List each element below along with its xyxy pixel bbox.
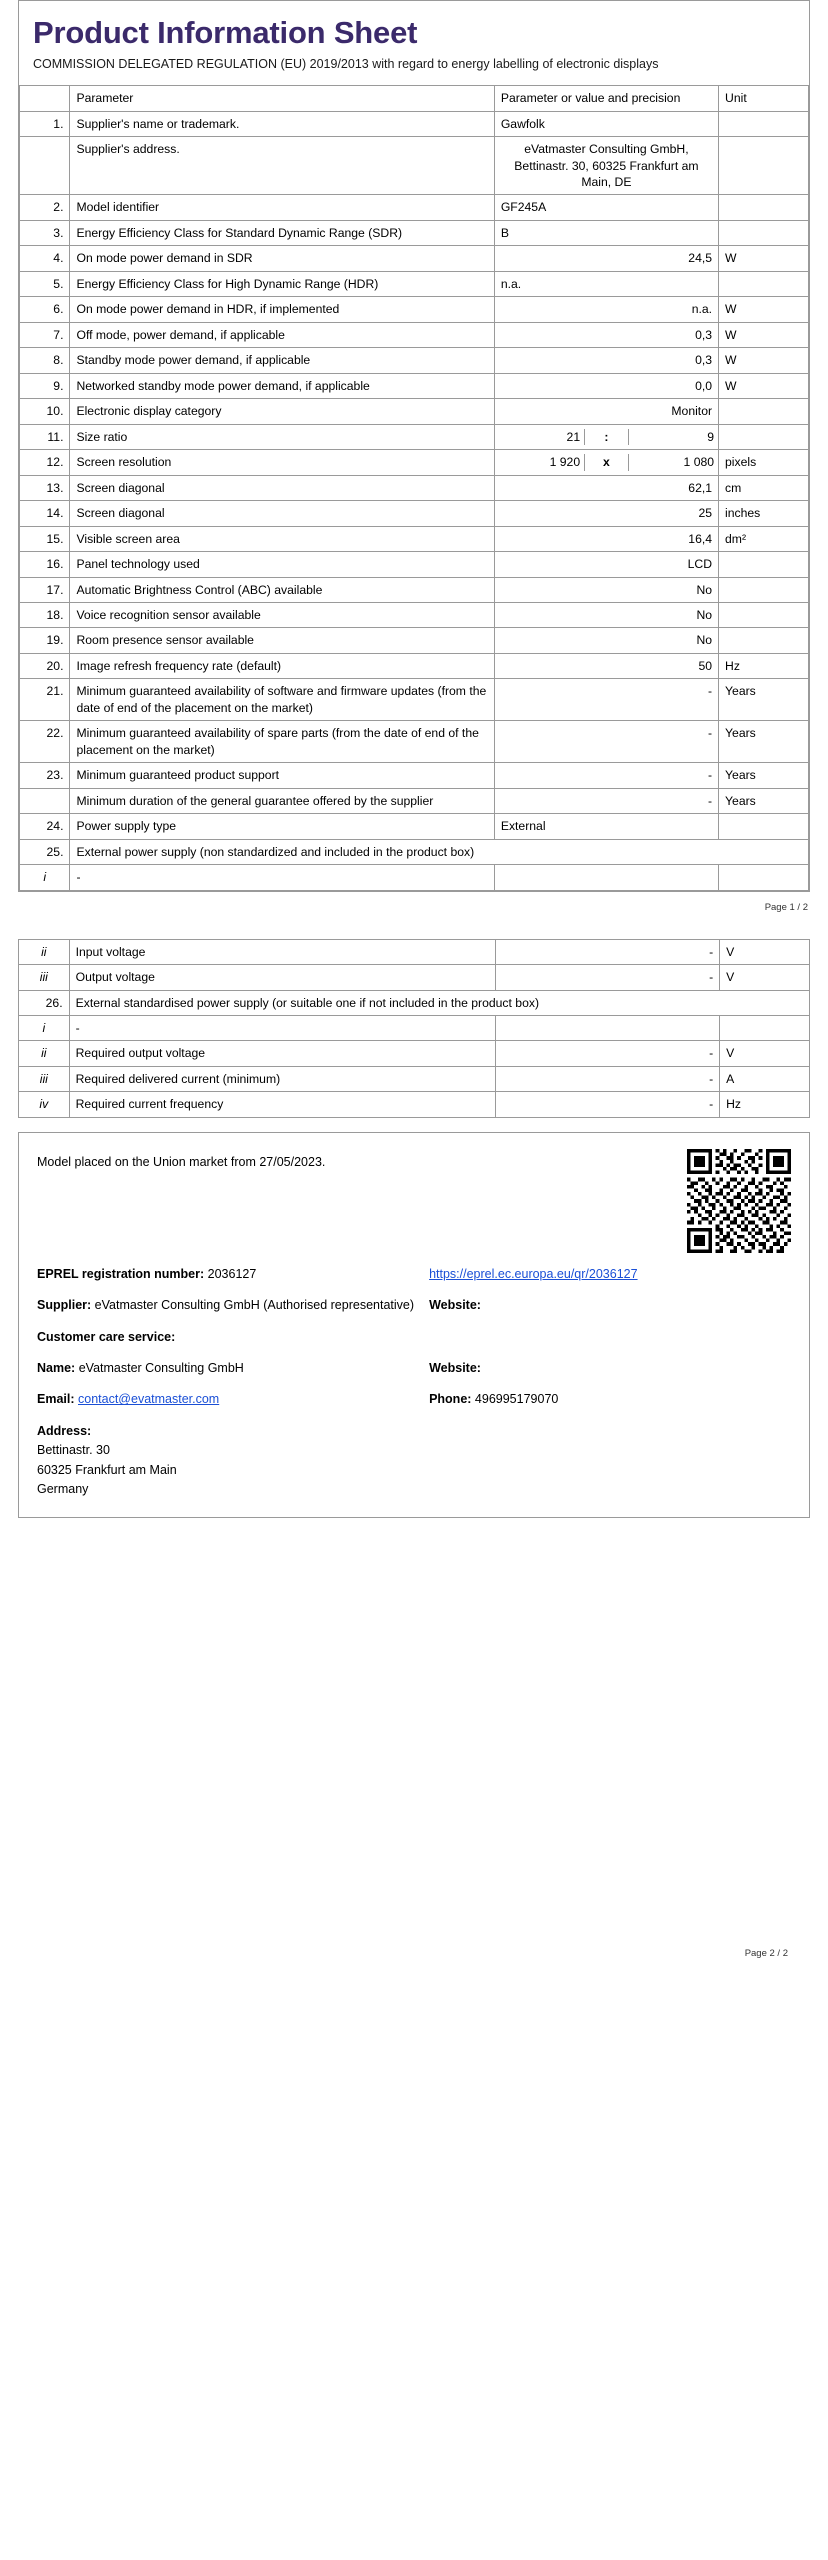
address-label: Address: <box>37 1423 92 1438</box>
regulation-subtitle: COMMISSION DELEGATED REGULATION (EU) 2019/2013 with regard to energy labelling of electronic displays <box>33 57 659 71</box>
table-row <box>20 552 809 577</box>
row-value: GF245A <box>494 195 718 220</box>
table-row <box>20 399 809 424</box>
row-unit <box>719 271 809 296</box>
email-phone-row <box>37 1390 791 1409</box>
page-2 <box>0 939 828 1960</box>
row-value: 0,3 <box>494 348 718 373</box>
table-row-span <box>20 839 809 864</box>
row-unit: cm <box>719 475 809 500</box>
row-number: 7. <box>20 322 70 347</box>
row-parameter: Power supply type <box>70 814 494 839</box>
table-row <box>19 965 810 990</box>
row-number: 16. <box>20 552 70 577</box>
row-unit <box>719 552 809 577</box>
row-parameter: Supplier's name or trademark. <box>70 111 494 136</box>
row-value: 50 <box>494 653 718 678</box>
email-value-link[interactable]: contact@evatmaster.com <box>78 1392 220 1407</box>
row-parameter-span: External power supply (non standardized and included in the product box) <box>70 839 809 864</box>
row-unit: W <box>719 246 809 271</box>
row-unit <box>719 137 809 195</box>
row-parameter: Networked standby mode power demand, if applicable <box>70 373 494 398</box>
table-row <box>20 679 809 721</box>
row-value: No <box>494 602 718 627</box>
row-roman-index: ii <box>19 939 70 964</box>
row-value: 25 <box>494 501 718 526</box>
row-number: 9. <box>20 373 70 398</box>
row-parameter: Panel technology used <box>70 552 494 577</box>
row-unit <box>719 111 809 136</box>
table-row <box>19 1016 810 1041</box>
row-unit: V <box>720 965 810 990</box>
table-row <box>20 501 809 526</box>
row-unit: V <box>720 1041 810 1066</box>
row-number: 17. <box>20 577 70 602</box>
row-parameter: Energy Efficiency Class for Standard Dynamic Range (SDR) <box>70 220 494 245</box>
table-row <box>20 195 809 220</box>
value-part-a: 21 <box>566 429 581 444</box>
row-value <box>494 865 718 890</box>
product-information-sheet-box <box>18 0 810 892</box>
row-parameter: Image refresh frequency rate (default) <box>70 653 494 678</box>
row-number: 24. <box>20 814 70 839</box>
row-value: - <box>495 1041 719 1066</box>
row-parameter: - <box>70 865 494 890</box>
eprel-value: 2036127 <box>207 1266 257 1281</box>
row-unit: Years <box>719 763 809 788</box>
row-value: - <box>494 679 718 721</box>
row-value: - <box>494 721 718 763</box>
product-parameters-table <box>19 85 809 890</box>
table-row <box>20 763 809 788</box>
table-row <box>20 373 809 398</box>
row-unit: W <box>719 348 809 373</box>
phone-value: 496995179070 <box>474 1392 559 1407</box>
row-number: 1. <box>20 111 70 136</box>
table-row <box>20 721 809 763</box>
row-unit <box>719 220 809 245</box>
row-value: 0,3 <box>494 322 718 347</box>
row-parameter: Electronic display category <box>70 399 494 424</box>
table-row-span <box>19 990 810 1015</box>
row-parameter: Required current frequency <box>69 1092 495 1117</box>
row-parameter: On mode power demand in HDR, if implemented <box>70 297 494 322</box>
row-value: - <box>495 939 719 964</box>
row-number <box>20 137 70 195</box>
row-parameter: Minimum guaranteed availability of software and firmware updates (from the date of end of the placement on the market) <box>70 679 494 721</box>
qr-code-image <box>687 1149 791 1253</box>
row-parameter: Input voltage <box>69 939 495 964</box>
address-line-1: Bettinastr. 30 <box>37 1443 110 1458</box>
row-unit: A <box>720 1066 810 1091</box>
table-row <box>20 137 809 195</box>
header-unit: Unit <box>719 86 809 111</box>
row-value: LCD <box>494 552 718 577</box>
supplier-label: Supplier: <box>37 1298 92 1313</box>
name-value: eVatmaster Consulting GmbH <box>78 1361 244 1375</box>
row-parameter: Minimum guaranteed availability of spare parts (from the date of end of the placement on the market) <box>70 721 494 763</box>
customer-care-title: Customer care service: <box>37 1329 176 1344</box>
page-1-footer: Page 1 / 2 <box>764 901 808 913</box>
row-value: No <box>494 577 718 602</box>
row-value: eVatmaster Consulting GmbH, Bettinastr. 30, 60325 Frankfurt am Main, DE <box>494 137 718 195</box>
row-roman-index: iii <box>19 965 70 990</box>
supplier-value: eVatmaster Consulting GmbH (Authorised representative) <box>94 1298 415 1313</box>
table-row <box>20 526 809 551</box>
row-value: No <box>494 628 718 653</box>
row-value: n.a. <box>494 271 718 296</box>
row-unit: dm² <box>719 526 809 551</box>
table-row <box>20 322 809 347</box>
row-value: 24,5 <box>494 246 718 271</box>
supplier-info-box <box>18 1132 810 1518</box>
row-parameter: Room presence sensor available <box>70 628 494 653</box>
value-part-b: 1 080 <box>683 455 715 470</box>
row-number: 15. <box>20 526 70 551</box>
row-parameter: Minimum guaranteed product support <box>70 763 494 788</box>
row-number: 10. <box>20 399 70 424</box>
row-unit: Years <box>719 788 809 813</box>
table-row <box>20 424 809 449</box>
table-row <box>20 348 809 373</box>
table-row <box>20 788 809 813</box>
row-value: - <box>494 763 718 788</box>
address-line-2: 60325 Frankfurt am Main <box>37 1462 177 1477</box>
row-number: 4. <box>20 246 70 271</box>
row-number: 5. <box>20 271 70 296</box>
row-number: 21. <box>20 679 70 721</box>
row-parameter: Minimum duration of the general guarantee offered by the supplier <box>70 788 494 813</box>
row-value: n.a. <box>494 297 718 322</box>
row-value: 62,1 <box>494 475 718 500</box>
row-unit <box>719 424 809 449</box>
row-unit: W <box>719 297 809 322</box>
row-unit <box>719 865 809 890</box>
row-parameter: Standby mode power demand, if applicable <box>70 348 494 373</box>
row-value: - <box>495 1092 719 1117</box>
table-row <box>20 450 809 475</box>
row-parameter: Automatic Brightness Control (ABC) available <box>70 577 494 602</box>
row-value: Monitor <box>494 399 718 424</box>
row-parameter: Screen diagonal <box>70 501 494 526</box>
row-unit <box>719 814 809 839</box>
table-row <box>20 628 809 653</box>
phone-label: Phone: <box>429 1392 472 1407</box>
row-number: 6. <box>20 297 70 322</box>
page-title: Product Information Sheet <box>33 15 418 50</box>
table-row <box>20 297 809 322</box>
row-parameter: Required delivered current (minimum) <box>69 1066 495 1091</box>
row-number: 8. <box>20 348 70 373</box>
table-row <box>20 577 809 602</box>
row-roman-index: iii <box>19 1066 70 1091</box>
row-unit: Hz <box>720 1092 810 1117</box>
row-unit: W <box>719 373 809 398</box>
row-value <box>494 450 718 475</box>
table-row <box>19 1066 810 1091</box>
row-number: 19. <box>20 628 70 653</box>
table-row <box>20 814 809 839</box>
row-unit <box>719 602 809 627</box>
row-unit: Years <box>719 679 809 721</box>
row-number: 14. <box>20 501 70 526</box>
row-number: 3. <box>20 220 70 245</box>
table-row <box>20 602 809 627</box>
row-value: External <box>494 814 718 839</box>
row-roman-index: i <box>20 865 70 890</box>
row-parameter: Off mode, power demand, if applicable <box>70 322 494 347</box>
row-number: 23. <box>20 763 70 788</box>
value-part-separator: x <box>584 454 629 470</box>
website-label-1: Website: <box>429 1298 481 1313</box>
row-value: B <box>494 220 718 245</box>
row-parameter: Size ratio <box>70 424 494 449</box>
customer-care-title-row <box>37 1328 791 1347</box>
website-label-2: Website: <box>429 1361 481 1375</box>
row-number: 12. <box>20 450 70 475</box>
row-number: 25. <box>20 839 70 864</box>
row-unit: V <box>720 939 810 964</box>
row-parameter: Output voltage <box>69 965 495 990</box>
row-unit: Hz <box>719 653 809 678</box>
row-number <box>20 788 70 813</box>
table-row <box>20 475 809 500</box>
eprel-row <box>37 1265 791 1284</box>
row-number: 13. <box>20 475 70 500</box>
table-row <box>20 271 809 296</box>
row-parameter-span: External standardised power supply (or suitable one if not included in the product box) <box>69 990 809 1015</box>
row-parameter: Model identifier <box>70 195 494 220</box>
name-label: Name: <box>37 1361 76 1375</box>
eprel-label: EPREL registration number: <box>37 1266 205 1281</box>
row-roman-index: i <box>19 1016 70 1041</box>
row-number: 20. <box>20 653 70 678</box>
row-parameter: Visible screen area <box>70 526 494 551</box>
table-row <box>20 653 809 678</box>
table-row <box>19 1041 810 1066</box>
row-parameter: - <box>69 1016 495 1041</box>
row-number: 26. <box>19 990 70 1015</box>
table-row <box>19 1092 810 1117</box>
header-parameter: Parameter <box>70 86 494 111</box>
row-value <box>495 1016 719 1041</box>
row-number: 18. <box>20 602 70 627</box>
row-roman-index: iv <box>19 1092 70 1117</box>
value-part-separator: : <box>584 429 629 445</box>
table-header-row <box>20 86 809 111</box>
row-unit: pixels <box>719 450 809 475</box>
row-roman-index: ii <box>19 1041 70 1066</box>
value-part-b: 9 <box>707 429 715 444</box>
row-parameter: Supplier's address. <box>70 137 494 195</box>
page-2-footer: Page 2 / 2 <box>744 1948 788 1960</box>
row-parameter: Required output voltage <box>69 1041 495 1066</box>
header-value: Parameter or value and precision <box>494 86 718 111</box>
table-row <box>20 246 809 271</box>
row-unit: W <box>719 322 809 347</box>
row-value: - <box>494 788 718 813</box>
page-1 <box>0 0 828 913</box>
row-number: 22. <box>20 721 70 763</box>
row-unit: inches <box>719 501 809 526</box>
row-parameter: On mode power demand in SDR <box>70 246 494 271</box>
row-number: 2. <box>20 195 70 220</box>
row-parameter: Voice recognition sensor available <box>70 602 494 627</box>
row-unit: Years <box>719 721 809 763</box>
row-parameter: Screen diagonal <box>70 475 494 500</box>
row-unit <box>720 1016 810 1041</box>
row-value <box>494 424 718 449</box>
row-value: - <box>495 965 719 990</box>
eprel-url-link[interactable]: https://eprel.ec.europa.eu/qr/2036127 <box>429 1266 638 1281</box>
row-value: - <box>495 1066 719 1091</box>
row-unit <box>719 399 809 424</box>
address-block <box>37 1422 791 1500</box>
table-row <box>19 939 810 964</box>
row-parameter: Screen resolution <box>70 450 494 475</box>
value-part-a: 1 920 <box>549 455 581 470</box>
row-value: 16,4 <box>494 526 718 551</box>
email-label: Email: <box>37 1392 75 1407</box>
market-placement-text: Model placed on the Union market from 27/05/2023. <box>37 1154 326 1169</box>
row-value: 0,0 <box>494 373 718 398</box>
row-unit <box>719 577 809 602</box>
supplier-row <box>37 1296 791 1315</box>
table-row <box>20 111 809 136</box>
name-row <box>37 1359 791 1378</box>
row-unit <box>719 628 809 653</box>
header-number <box>20 86 70 111</box>
qr-code <box>687 1149 791 1253</box>
row-number: 11. <box>20 424 70 449</box>
table-row <box>20 220 809 245</box>
product-parameters-table-continued <box>18 939 810 1118</box>
row-value: Gawfolk <box>494 111 718 136</box>
address-line-3: Germany <box>37 1481 89 1496</box>
table-row <box>20 865 809 890</box>
row-parameter: Energy Efficiency Class for High Dynamic Range (HDR) <box>70 271 494 296</box>
row-unit <box>719 195 809 220</box>
